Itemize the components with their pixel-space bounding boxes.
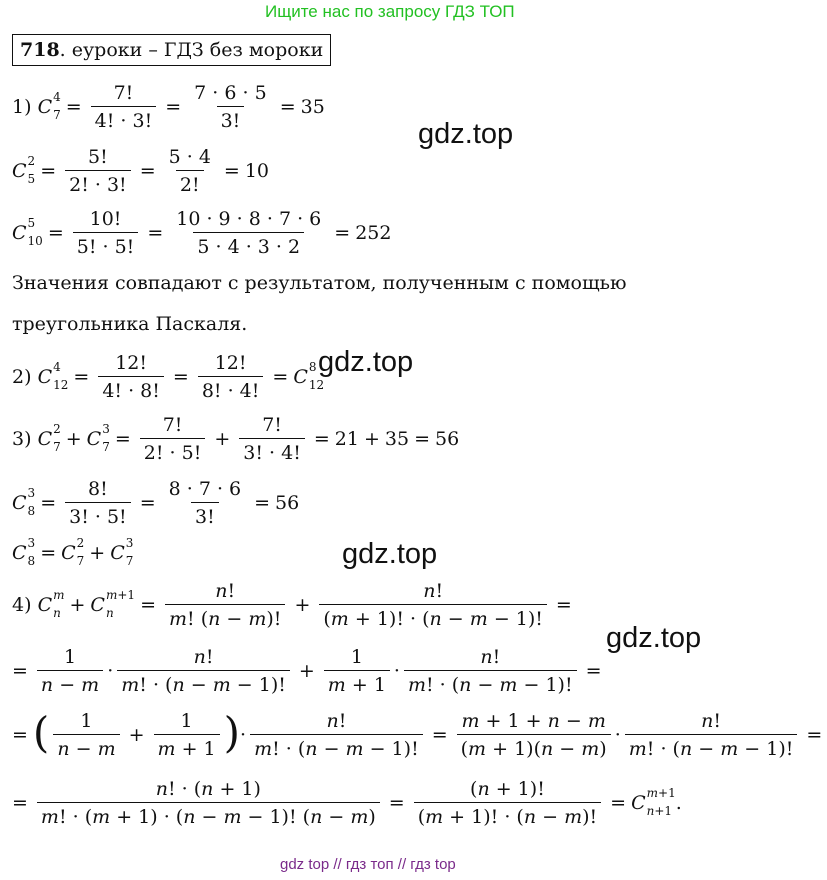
item-label: 2) bbox=[12, 366, 32, 388]
paragraph-line: треугольника Паскаля. bbox=[12, 313, 248, 335]
item-label: 3) bbox=[12, 428, 32, 450]
formula-line: 2) C 4 12 = $\frac{12!}{4! \cdot 8!}$ = $\frac{12!}{8! \cdot 4!}$ = C 8 12 bbox=[12, 352, 325, 402]
watermark: gdz.top bbox=[342, 538, 438, 570]
formula-line: 4) C m n + C m+1 n = $\frac{n!}{m! (n - m)!}$ + $\frac{n!}{(m + 1)! \cdot (n - m - 1)!}$ = bbox=[12, 580, 572, 630]
formula-line: 3) C 2 7 + C 3 7 = $\frac{7!}{2! \cdot 5!}$ + $\frac{7!}{3! \cdot 4!}$ = 21 + 35 = 56 bbox=[12, 414, 460, 464]
exercise-title-text: . еуроки – ГДЗ без мороки bbox=[59, 39, 324, 61]
item-label: 1) bbox=[12, 96, 32, 118]
watermark: gdz.top bbox=[318, 346, 414, 378]
watermark: gdz.top bbox=[418, 118, 514, 150]
item-label: 4) bbox=[12, 594, 32, 616]
watermark: gdz.top bbox=[606, 622, 702, 654]
exercise-number: 718 bbox=[20, 39, 60, 61]
formula-line: C 3 8 = C 2 7 + C 3 7 bbox=[12, 536, 134, 568]
formula-line: 1) C 4 7 = $\frac{7!}{4! \cdot 3!}$ = $\frac{7 \cdot 6 \cdot 5}{3!}$ = 35 bbox=[12, 82, 325, 132]
formula-line: = $\frac{1}{n - m}$ · $\frac{n!}{m! \cdot (n - m - 1)!}$ + $\frac{1}{m + 1}$ · $\frac{n!}{m! \cdot (n - m - 1)!}$ = bbox=[12, 646, 602, 696]
formula-line: = $\frac{n! \cdot (n + 1)}{m! \cdot (m + 1) \cdot (n - m - 1)! (n - m)}$ = $\frac{(n + 1)!}{(m + 1)! \cdot (n - m)!}$ = C m+1 n+1 . bbox=[12, 778, 682, 828]
formula-line: C 3 8 = $\frac{8!}{3! \cdot 5!}$ = $\frac{8 \cdot 7 \cdot 6}{3!}$ = 56 bbox=[12, 478, 300, 528]
footer-links: gdz top // гдз топ // гдз top bbox=[280, 856, 456, 873]
formula-line: C 2 5 = $\frac{5!}{2! \cdot 3!}$ = $\frac{5 \cdot 4}{2!}$ = 10 bbox=[12, 146, 270, 196]
formula-line: = ( $\frac{1}{n - m}$ + $\frac{1}{m + 1}$ ) · $\frac{n!}{m! \cdot (n - m - 1)!}$ = $\frac{m + 1 + n - m}{(m + 1)(n - m)}$ · $\frac{n!}{m! \cdot (n - m - 1)!}$ = bbox=[12, 708, 823, 760]
formula-line: C 5 10 = $\frac{10!}{5! \cdot 5!}$ = $\frac{10 \cdot 9 \cdot 8 \cdot 7 \cdot 6}{5 \cdot 4 \cdot 3 \cdot 2}$ = 252 bbox=[12, 208, 392, 258]
top-banner: Ищите нас по запросу ГДЗ ТОП bbox=[265, 2, 515, 21]
paragraph-line: Значения совпадают с результатом, полученным с помощью bbox=[12, 272, 627, 294]
exercise-title bbox=[12, 34, 331, 66]
